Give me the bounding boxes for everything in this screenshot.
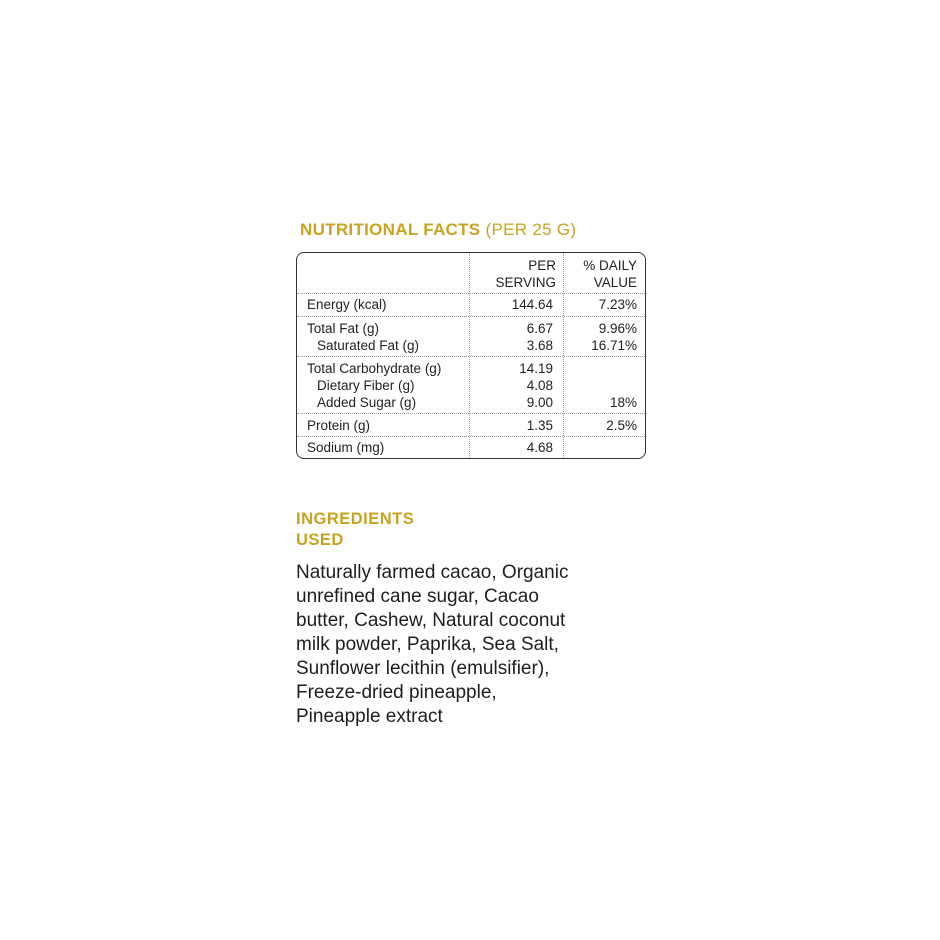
ingredients-heading-line2: USED — [296, 531, 344, 549]
ingredients-line: butter, Cashew, Natural coconut — [296, 610, 566, 631]
row-serving-energy: 144.64 — [511, 297, 553, 312]
row-label-total-fat: Total Fat (g) — [307, 321, 380, 336]
row-divider — [297, 316, 645, 317]
row-label-energy: Energy (kcal) — [307, 297, 387, 312]
row-daily-saturated-fat: 16.71% — [591, 338, 637, 353]
row-serving-saturated-fat: 3.68 — [526, 338, 553, 353]
row-serving-protein: 1.35 — [526, 418, 553, 433]
ingredients-line: milk powder, Paprika, Sea Salt, — [296, 634, 559, 655]
row-label-protein: Protein (g) — [307, 418, 371, 433]
ingredients-list — [296, 561, 656, 729]
row-serving-dietary-fiber: 4.08 — [526, 378, 553, 393]
header-per-serving-line2: SERVING — [495, 275, 556, 290]
nutrition-heading — [300, 220, 576, 240]
nutrition-table — [296, 252, 646, 459]
row-divider — [297, 293, 645, 294]
ingredients-line: Pineapple extract — [296, 706, 443, 727]
row-label-added-sugar: Added Sugar (g) — [317, 395, 417, 410]
header-daily-value-line1: % DAILY — [583, 258, 637, 273]
nutrition-heading-serving-size: (PER 25 G) — [485, 220, 577, 239]
row-daily-energy: 7.23% — [598, 297, 637, 312]
ingredients-heading — [296, 509, 496, 551]
row-serving-sodium: 4.68 — [526, 440, 553, 455]
row-daily-added-sugar: 18% — [609, 395, 637, 410]
ingredients-heading-line1: INGREDIENTS — [296, 510, 415, 528]
header-daily-value-line2: VALUE — [593, 275, 637, 290]
row-serving-total-carbohydrate: 14.19 — [519, 361, 553, 376]
row-divider — [297, 436, 645, 437]
nutrition-heading-title: NUTRITIONAL FACTS — [300, 220, 481, 239]
ingredients-line: Sunflower lecithin (emulsifier), — [296, 658, 550, 679]
row-label-sodium: Sodium (mg) — [307, 440, 385, 455]
row-daily-total-fat: 9.96% — [598, 321, 637, 336]
header-per-serving — [495, 257, 556, 291]
row-daily-protein: 2.5% — [606, 418, 637, 433]
ingredients-line: Naturally farmed cacao, Organic — [296, 562, 569, 583]
row-label-dietary-fiber: Dietary Fiber (g) — [317, 378, 415, 393]
ingredients-line: unrefined cane sugar, Cacao — [296, 586, 539, 607]
row-serving-total-fat: 6.67 — [526, 321, 553, 336]
header-per-serving-line1: PER — [528, 258, 556, 273]
row-divider — [297, 356, 645, 357]
row-divider — [297, 413, 645, 414]
row-label-saturated-fat: Saturated Fat (g) — [317, 338, 420, 353]
row-serving-added-sugar: 9.00 — [526, 395, 553, 410]
row-label-total-carbohydrate: Total Carbohydrate (g) — [307, 361, 442, 376]
ingredients-line: Freeze-dried pineapple, — [296, 682, 497, 703]
header-daily-value — [583, 257, 637, 291]
